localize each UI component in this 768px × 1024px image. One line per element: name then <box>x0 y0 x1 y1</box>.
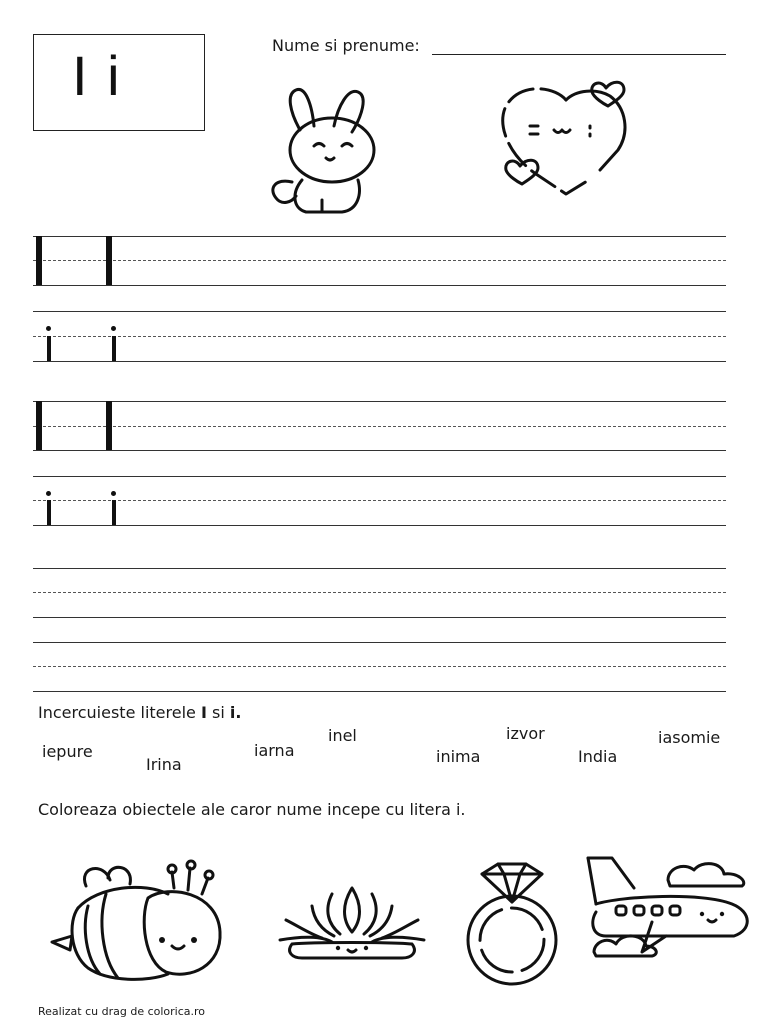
word-item[interactable]: izvor <box>506 724 545 743</box>
writing-line <box>33 450 726 451</box>
word-item[interactable]: Irina <box>146 755 182 774</box>
trace-letter-I <box>36 401 42 450</box>
writing-line <box>33 691 726 692</box>
trace-letter-I <box>106 236 112 285</box>
airplane-icon[interactable] <box>582 852 758 964</box>
instruction-text: Incercuieste literele <box>38 703 201 722</box>
bee-icon[interactable] <box>48 858 228 988</box>
trace-letter-I <box>106 401 112 450</box>
trace-letter-i <box>112 500 116 525</box>
word-item[interactable]: inima <box>436 747 481 766</box>
writing-midline <box>33 666 726 667</box>
writing-line <box>33 361 726 362</box>
trace-letter-I <box>36 236 42 285</box>
writing-midline <box>33 260 726 261</box>
writing-line <box>33 476 726 477</box>
color-objects-instruction: Coloreaza obiectele ale caror nume incepe cu litera i. <box>38 800 466 819</box>
trace-letter-i-dot <box>46 326 51 331</box>
writing-line <box>33 642 726 643</box>
writing-midline <box>33 426 726 427</box>
letter-box <box>33 34 205 131</box>
writing-midline <box>33 592 726 593</box>
instruction-connector: si <box>206 703 230 722</box>
word-item[interactable]: iepure <box>42 742 93 761</box>
word-item[interactable]: inel <box>328 726 357 745</box>
heart-icon <box>496 78 636 203</box>
bunny-icon <box>262 82 392 222</box>
writing-line <box>33 568 726 569</box>
writing-line <box>33 311 726 312</box>
trace-letter-i-dot <box>111 491 116 496</box>
circle-letters-instruction <box>38 703 241 722</box>
writing-line <box>33 285 726 286</box>
writing-line <box>33 401 726 402</box>
trace-letter-i <box>112 336 116 361</box>
name-input-line[interactable] <box>432 54 726 55</box>
trace-letter-i <box>47 500 51 525</box>
word-item[interactable]: India <box>578 747 618 766</box>
writing-midline <box>33 336 726 337</box>
footer-credit: Realizat cu drag de colorica.ro <box>38 1005 206 1018</box>
grass-icon[interactable] <box>272 880 432 970</box>
ring-icon[interactable] <box>462 858 562 988</box>
writing-line <box>33 617 726 618</box>
trace-letter-i <box>47 336 51 361</box>
trace-letter-i-dot <box>46 491 51 496</box>
word-item[interactable]: iasomie <box>658 728 721 747</box>
writing-line <box>33 236 726 237</box>
instruction-letter-lower: i. <box>229 703 242 722</box>
writing-midline <box>33 500 726 501</box>
name-label: Nume si prenume: <box>272 36 420 55</box>
letter-display: I i <box>72 44 122 107</box>
word-item[interactable]: iarna <box>254 741 295 760</box>
instruction-letter-upper: I <box>200 703 207 722</box>
trace-letter-i-dot <box>111 326 116 331</box>
writing-line <box>33 525 726 526</box>
